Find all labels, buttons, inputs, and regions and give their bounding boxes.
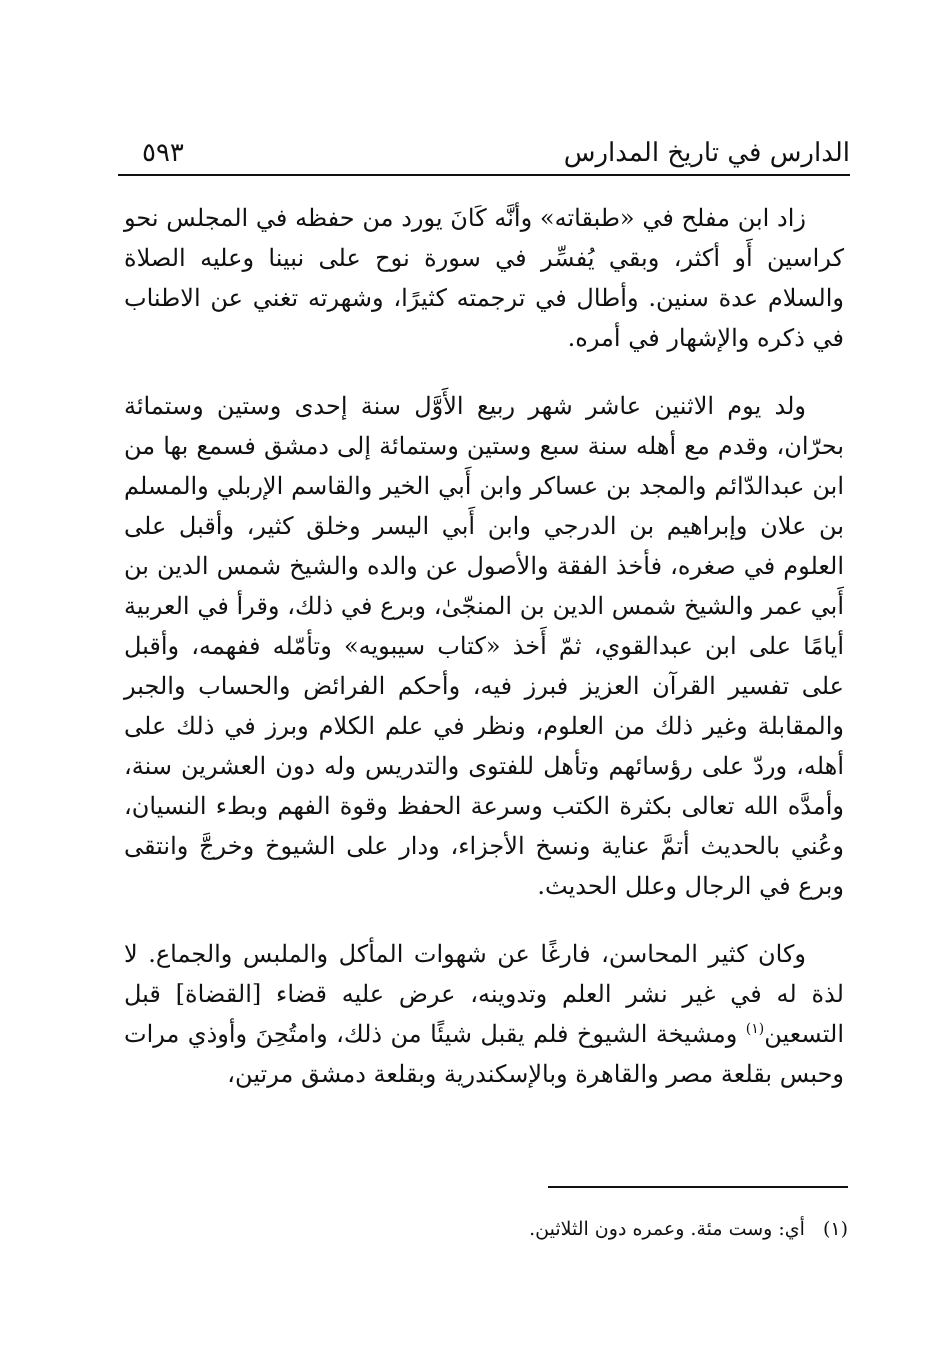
footnote-number: (١) (822, 1218, 848, 1240)
paragraph-1: زاد ابن مفلح في «طبقاته» وأنَّه كَانَ يورد من حفظه في المجلس نحو كراسين أَو أكثر، وبقي يُفسِّر في سورة نوح على نبينا وعليه الصلاة والسلام عدة سنين. وأطال في ترجمته كثيرًا، وشهرته تغني عن الاطناب في ذكره والإشهار في أمره. (124, 204, 845, 352)
paragraph-3-text-before: وكان كثير المحاسن، فارغًا عن شهوات المأكل والملبس والجماع. لا لذة له في غير نشر العلم وتدوينه، عرض عليه قضاء [القضاة] قبل التسعين (124, 940, 844, 1048)
page-number: ٥٩٣ (142, 138, 184, 168)
footnote-divider (548, 1186, 848, 1188)
running-header (118, 128, 850, 174)
running-title: الدارس في تاريخ المدارس (563, 138, 850, 168)
footnote-reference[interactable]: (١) (745, 1021, 765, 1037)
paragraph-2: ولد يوم الاثنين عاشر شهر ربيع الأَوَّل سنة إحدى وستين وستمائة بحرّان، وقدم مع أهله سنة سبع وستين وستمائة إلى دمشق فسمع بها من ابن عبدالدّائم والمجد بن عساكر وابن أَبي الخير والقاسم الإربلي والمسلم بن علان وإبراهيم بن الدرجي وابن أَبي اليسر وخلق كثير، وأقبل على العلوم في صغره، فأخذ الفقة والأصول عن والده والشيخ شمس الدين بن أَبي عمر والشيخ شمس الدين بن المنجّىٰ، وبرع في ذلك، وقرأ في العربية أيامًا على ابن عبدالقوي، ثمّ أَخذ «كتاب سيبويه» وتأمّله ففهمه، وأقبل على تفسير القرآن العزيز فبرز فيه، وأحكم الفرائض والحساب والجبر والمقابلة وغير ذلك من العلوم، ونظر في علم الكلام وبرز في ذلك على أهله، وردّ على رؤسائهم وتأهل للفتوى والتدريس وله دون العشرين سنة، وأمدَّه الله تعالى بكثرة الكتب وسرعة الحفظ وقوة الفهم وبطء النسيان، وعُني بالحديث أتمَّ عناية ونسخ الأجزاء، ودار على الشيوخ وخرجَّ وانتقى وبرع في الرجال وعلل الحديث. (124, 392, 844, 900)
footnote-text: أي: وست مئة. وعمره دون الثلاثين. (529, 1218, 805, 1240)
footnote (128, 1214, 848, 1244)
main-text (124, 198, 844, 1094)
header-divider (118, 174, 850, 176)
paragraph-3-text-after: ومشيخة الشيوخ فلم يقبل شيئًا من ذلك، وامتُحِنَ وأوذي مرات وحبس بقلعة مصر والقاهرة وبالإسكندرية وبقلعة دمشق مرتين، (124, 1020, 844, 1088)
paragraph-3 (124, 934, 844, 1094)
